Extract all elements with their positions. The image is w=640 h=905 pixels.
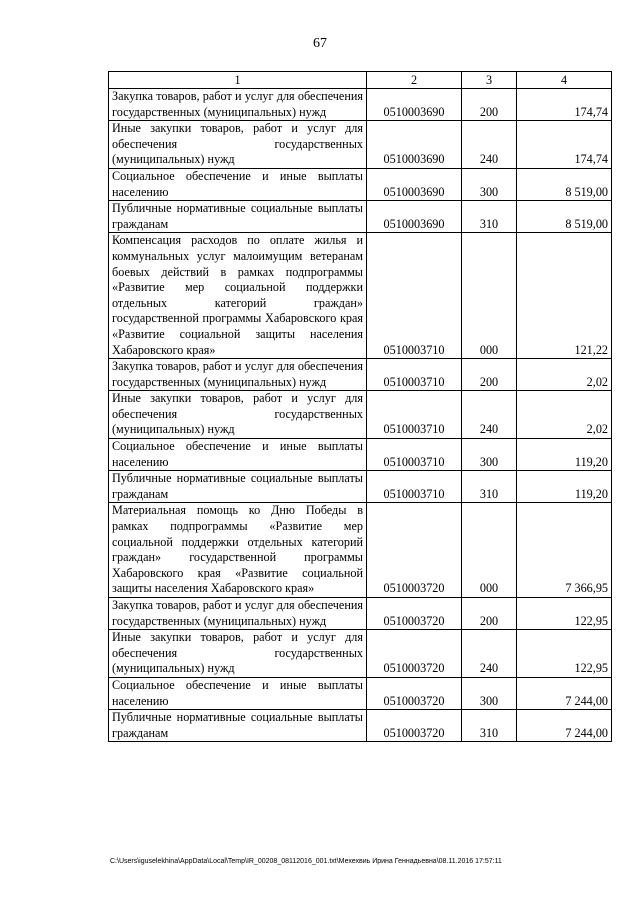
row-description: Закупка товаров, работ и услуг для обеспечения государственных (муниципальных) нужд: [109, 89, 367, 121]
row-description: Социальное обеспечение и иные выплаты населению: [109, 439, 367, 471]
table-row: [109, 503, 612, 598]
row-code: 0510003710: [367, 391, 462, 439]
row-amount: 8 519,00: [517, 201, 612, 233]
row-type: 240: [462, 630, 517, 678]
table-row: [109, 630, 612, 678]
row-type: 200: [462, 359, 517, 391]
row-type: 200: [462, 89, 517, 121]
row-code: 0510003690: [367, 89, 462, 121]
table-row: [109, 439, 612, 471]
row-code: 0510003720: [367, 598, 462, 630]
row-code: 0510003710: [367, 439, 462, 471]
row-amount: 174,74: [517, 121, 612, 169]
row-amount: 7 244,00: [517, 677, 612, 709]
row-description: Материальная помощь ко Дню Победы в рамках подпрограммы «Развитие мер социальной поддержки отдельных категорий граждан» государственной программы Хабаровского края «Развитие социальной защиты населения Хабаровского края»: [109, 503, 367, 598]
row-description: Закупка товаров, работ и услуг для обеспечения государственных (муниципальных) нужд: [109, 359, 367, 391]
row-type: 310: [462, 471, 517, 503]
row-code: 0510003710: [367, 471, 462, 503]
row-type: 300: [462, 677, 517, 709]
header-col-2: 2: [367, 72, 462, 89]
row-description: Публичные нормативные социальные выплаты гражданам: [109, 201, 367, 233]
table-row: [109, 598, 612, 630]
row-type: 000: [462, 503, 517, 598]
row-description: Закупка товаров, работ и услуг для обеспечения государственных (муниципальных) нужд: [109, 598, 367, 630]
budget-table: [108, 71, 612, 742]
row-code: 0510003690: [367, 168, 462, 200]
row-amount: 119,20: [517, 471, 612, 503]
page-number: 67: [313, 36, 327, 51]
table-row: [109, 471, 612, 503]
row-code: 0510003710: [367, 233, 462, 359]
row-amount: 2,02: [517, 391, 612, 439]
table-row: [109, 677, 612, 709]
header-col-3: 3: [462, 72, 517, 89]
row-amount: 121,22: [517, 233, 612, 359]
row-type: 240: [462, 391, 517, 439]
row-amount: 174,74: [517, 89, 612, 121]
row-type: 240: [462, 121, 517, 169]
row-amount: 7 244,00: [517, 710, 612, 742]
header-col-4: 4: [517, 72, 612, 89]
table-row: [109, 233, 612, 359]
header-col-1: 1: [109, 72, 367, 89]
file-path-footer: C:\Users\iguselekhina\AppData\Local\Temp\IR_00208_08112016_001.txt\Мехехвиь Ирина Геннадьевна\08.11.2016 17:57:11: [110, 858, 502, 865]
row-description: Компенсация расходов по оплате жилья и коммунальных услуг малоимущим ветеранам боевых действий в рамках подпрограммы «Развитие мер социальной поддержки отдельных категорий граждан» государственной программы Хабаровского края «Развитие социальной защиты населения Хабаровского края»: [109, 233, 367, 359]
row-description: Публичные нормативные социальные выплаты гражданам: [109, 471, 367, 503]
row-type: 300: [462, 168, 517, 200]
row-code: 0510003720: [367, 630, 462, 678]
row-description: Иные закупки товаров, работ и услуг для обеспечения государственных (муниципальных) нужд: [109, 121, 367, 169]
row-code: 0510003720: [367, 710, 462, 742]
row-amount: 2,02: [517, 359, 612, 391]
row-description: Иные закупки товаров, работ и услуг для обеспечения государственных (муниципальных) нужд: [109, 630, 367, 678]
row-type: 000: [462, 233, 517, 359]
row-amount: 122,95: [517, 630, 612, 678]
table-row: [109, 359, 612, 391]
row-code: 0510003720: [367, 503, 462, 598]
row-code: 0510003720: [367, 677, 462, 709]
row-type: 310: [462, 201, 517, 233]
table-row: [109, 89, 612, 121]
row-description: Иные закупки товаров, работ и услуг для обеспечения государственных (муниципальных) нужд: [109, 391, 367, 439]
table-row: [109, 391, 612, 439]
row-description: Публичные нормативные социальные выплаты гражданам: [109, 710, 367, 742]
row-amount: 7 366,95: [517, 503, 612, 598]
table-row: [109, 121, 612, 169]
row-code: 0510003690: [367, 121, 462, 169]
row-type: 300: [462, 439, 517, 471]
table-row: [109, 201, 612, 233]
row-type: 310: [462, 710, 517, 742]
row-amount: 8 519,00: [517, 168, 612, 200]
table-row: [109, 710, 612, 742]
row-amount: 119,20: [517, 439, 612, 471]
table-row: [109, 168, 612, 200]
row-type: 200: [462, 598, 517, 630]
row-description: Социальное обеспечение и иные выплаты населению: [109, 168, 367, 200]
header-row: [109, 72, 612, 89]
row-description: Социальное обеспечение и иные выплаты населению: [109, 677, 367, 709]
row-code: 0510003710: [367, 359, 462, 391]
row-amount: 122,95: [517, 598, 612, 630]
row-code: 0510003690: [367, 201, 462, 233]
